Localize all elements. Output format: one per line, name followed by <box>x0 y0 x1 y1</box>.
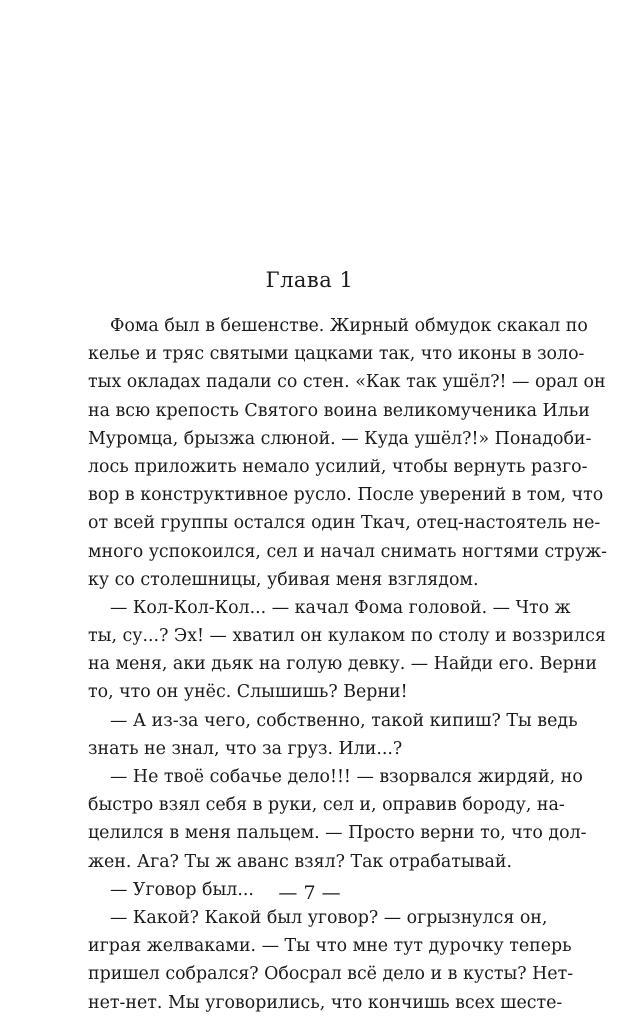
text-line: от всей группы остался один Ткач, отец-настоятель не- <box>88 513 601 534</box>
text-line: — Какой? Какой был уговор? — огрызнулся он, <box>110 907 548 928</box>
text-line: Фома был в бешенстве. Жирный обмудок скакал по <box>110 316 588 336</box>
text-line: ку со столешницы, убивая меня взглядом. <box>88 569 479 590</box>
text-line: играя желваками. — Ты что мне тут дурочку теперь <box>88 936 572 957</box>
text-line: на всю крепость Святого воина великомученика Ильи <box>88 400 590 421</box>
text-line: — А из-за чего, собственно, такой кипиш? Ты ведь <box>110 710 578 731</box>
chapter-title: Глава 1 <box>265 268 354 292</box>
paragraph <box>88 312 608 594</box>
text-line: лось приложить немало усилий, чтобы вернуть разго- <box>88 456 588 477</box>
paragraph <box>88 707 578 763</box>
text-line: — Кол-Кол-Кол... — качал Фома головой. — Что ж <box>110 597 571 618</box>
text-line: ты, су...? Эх! — хватил он кулаком по столу и воззрился <box>88 626 606 647</box>
text-line: пришел собрался? Обосрал всё дело и в кусты? Нет- <box>88 964 574 985</box>
body-text <box>88 312 608 1017</box>
paragraph <box>88 594 606 707</box>
text-line: Муромца, брызжа слюной. — Куда ушёл?!» Понадоби- <box>88 428 592 449</box>
text-line: на меня, аки дьяк на голую девку. — Найди его. Верни <box>88 654 597 675</box>
text-line: жен. Ага? Ты ж аванс взял? Так отрабатывай. <box>88 851 512 872</box>
text-line: — Не твоё собачье дело!!! — взорвался жирдяй, но <box>110 767 583 787</box>
paragraph <box>88 763 587 876</box>
text-line: знать не знал, что за груз. Или...? <box>88 738 403 759</box>
text-line: тых окладах падали со стен. «Как так ушёл?! — орал он <box>88 372 606 393</box>
text-line: — Уговор был... <box>110 879 254 900</box>
text-line: вор в конструктивное русло. После уверений в том, что <box>88 485 604 506</box>
text-line: келье и тряс святыми цацками так, что иконы в золо- <box>88 344 585 365</box>
text-line: целился в меня пальцем. — Просто верни то, что дол- <box>88 823 587 844</box>
text-line: то, что он унёс. Слышишь? Верни! <box>88 682 408 703</box>
page-number: — 7 — <box>278 882 341 904</box>
text-line: быстро взял себя в руки, сел и, оправив бороду, на- <box>88 795 565 816</box>
text-line: нет-нет. Мы уговорились, что кончишь всех шесте- <box>88 992 563 1013</box>
text-line: много успокоился, сел и начал снимать ногтями струж- <box>88 541 608 562</box>
